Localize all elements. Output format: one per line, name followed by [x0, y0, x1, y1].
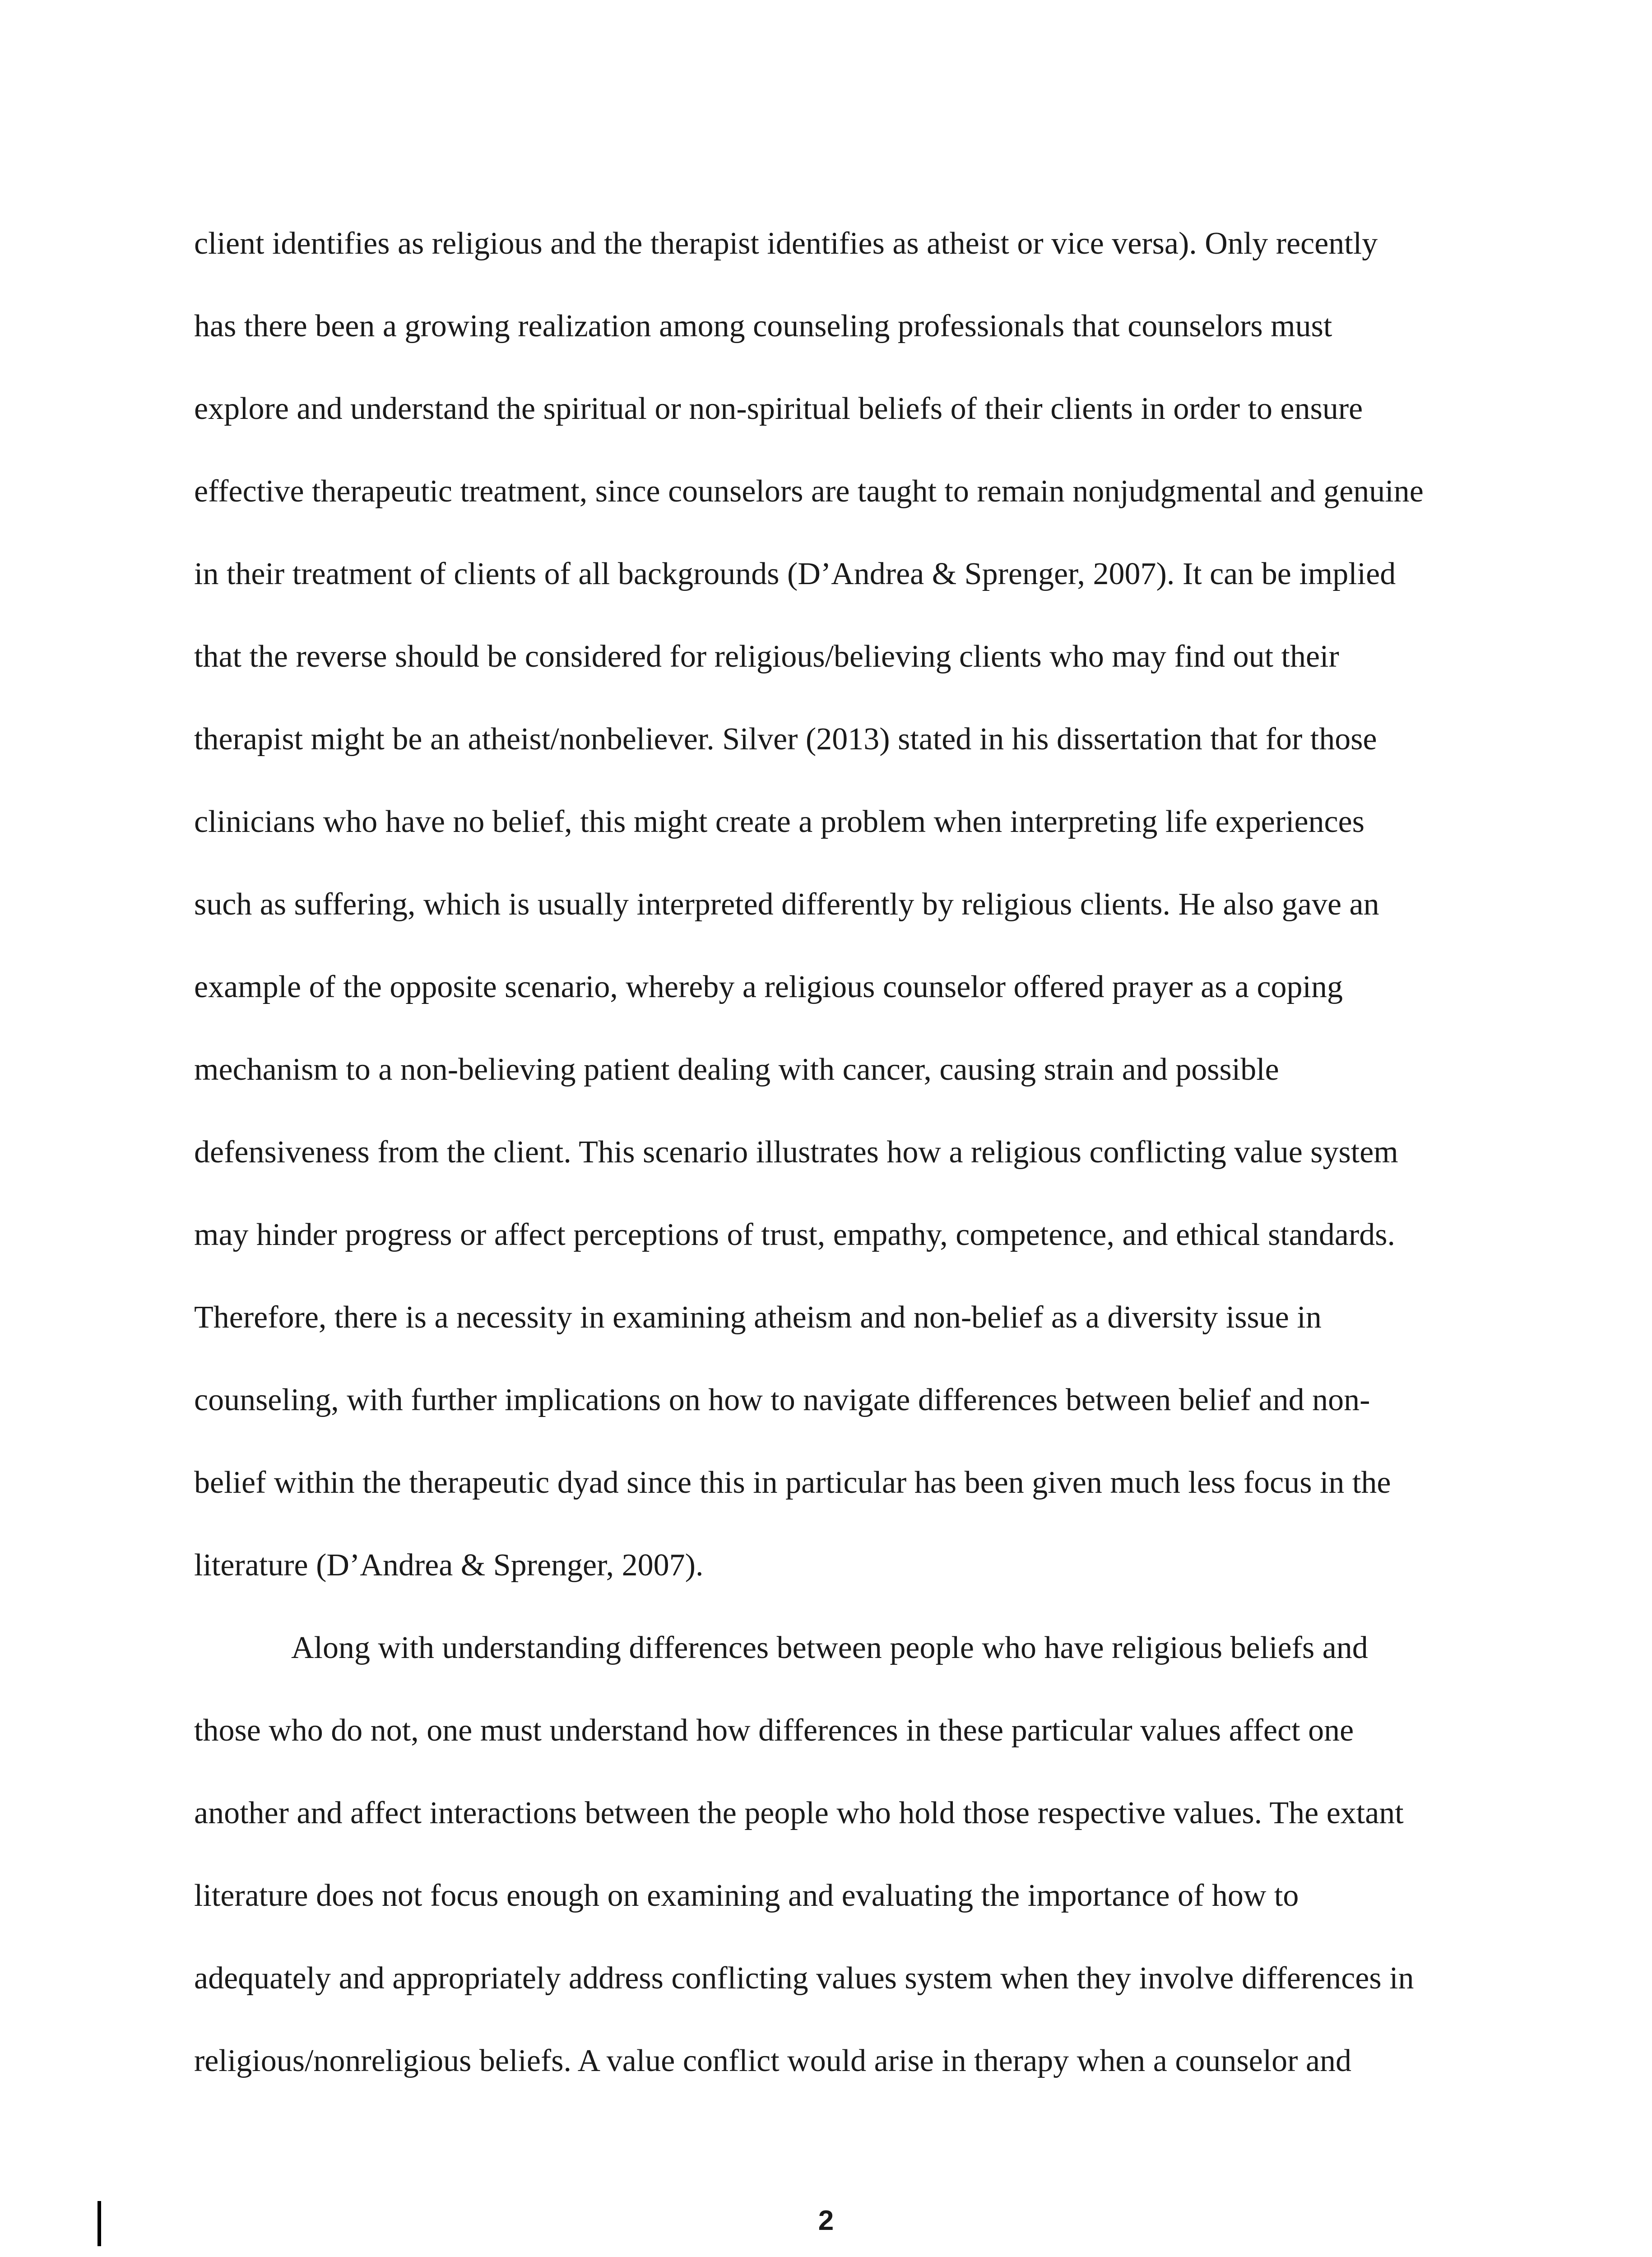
text-line: literature (D’Andrea & Sprenger, 2007). [194, 1548, 704, 1583]
text-line: adequately and appropriately address conflicting values system when they involve differences in [194, 1961, 1414, 1996]
text-line: mechanism to a non-believing patient dealing with cancer, causing strain and possible [194, 1052, 1279, 1087]
text-line: such as suffering, which is usually interpreted differently by religious clients. He also gave an [194, 887, 1379, 922]
text-cursor [97, 2201, 101, 2246]
text-line: defensiveness from the client. This scenario illustrates how a religious conflicting value system [194, 1135, 1398, 1170]
text-line: therapist might be an atheist/nonbeliever. Silver (2013) stated in his dissertation that for those [194, 722, 1377, 757]
text-line: another and affect interactions between the people who hold those respective values. The extant [194, 1796, 1404, 1830]
paragraph-first-line: Along with understanding differences between people who have religious beliefs and [291, 1630, 1368, 1665]
text-line: Therefore, there is a necessity in examining atheism and non-belief as a diversity issue in [194, 1300, 1322, 1335]
text-line: religious/nonreligious beliefs. A value conflict would arise in therapy when a counselor and [194, 2043, 1352, 2078]
text-line: literature does not focus enough on examining and evaluating the importance of how to [194, 1878, 1299, 1913]
text-line: that the reverse should be considered for religious/believing clients who may find out their [194, 639, 1339, 674]
text-line: effective therapeutic treatment, since counselors are taught to remain nonjudgmental and genuine [194, 474, 1424, 509]
text-line: client identifies as religious and the therapist identifies as atheist or vice versa). Only recently [194, 226, 1378, 261]
text-line: has there been a growing realization among counseling professionals that counselors must [194, 309, 1332, 344]
page-number: 2 [818, 2205, 834, 2236]
text-line: explore and understand the spiritual or non-spiritual beliefs of their clients in order to ensure [194, 391, 1363, 426]
text-line: in their treatment of clients of all backgrounds (D’Andrea & Sprenger, 2007). It can be implied [194, 557, 1396, 591]
text-line: example of the opposite scenario, whereby a religious counselor offered prayer as a coping [194, 970, 1343, 1004]
text-line: may hinder progress or affect perceptions of trust, empathy, competence, and ethical standards. [194, 1217, 1395, 1252]
text-line: those who do not, one must understand how differences in these particular values affect one [194, 1713, 1354, 1748]
text-line: counseling, with further implications on how to navigate differences between belief and non- [194, 1383, 1370, 1417]
text-line: belief within the therapeutic dyad since this in particular has been given much less focus in the [194, 1465, 1391, 1500]
text-line: clinicians who have no belief, this might create a problem when interpreting life experiences [194, 804, 1364, 839]
